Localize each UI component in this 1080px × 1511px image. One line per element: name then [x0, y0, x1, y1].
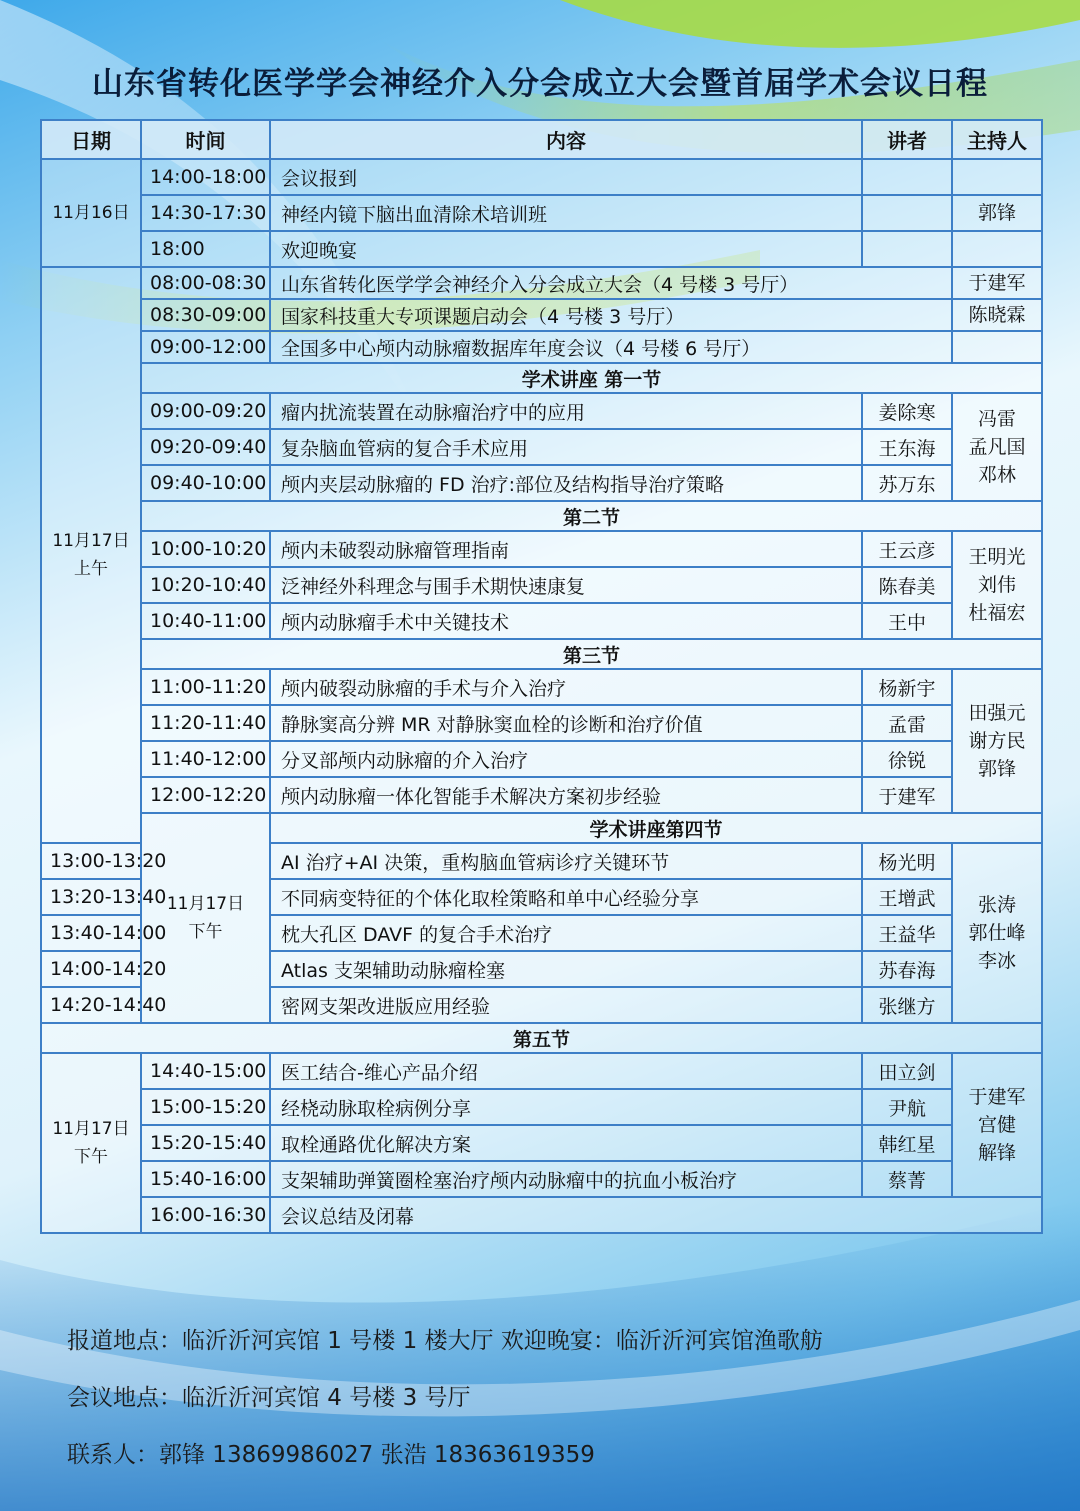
- content-cell: 神经内镜下脑出血清除术培训班: [270, 195, 862, 231]
- host-cell: [952, 1053, 1042, 1197]
- time-cell: 10:00-10:20: [141, 531, 270, 567]
- time-cell: 14:30-17:30: [141, 195, 270, 231]
- content-cell: 密网支架改进版应用经验: [270, 987, 862, 1023]
- host-name: 于建军: [968, 1086, 1026, 1108]
- time-cell: 11:20-11:40: [141, 705, 270, 741]
- time-cell: 11:00-11:20: [141, 669, 270, 705]
- content-cell: 支架辅助弹簧圈栓塞治疗颅内动脉瘤中的抗血小板治疗: [270, 1161, 862, 1197]
- host-name: 谢方民: [968, 730, 1026, 752]
- host-cell: 于建军: [952, 267, 1042, 299]
- content-cell: 取栓通路优化解决方案: [270, 1125, 862, 1161]
- section-row: [41, 639, 1042, 669]
- table-row: [41, 267, 1042, 299]
- host-cell: [952, 843, 1042, 1023]
- host-cell: [952, 393, 1042, 501]
- time-cell: 11:40-12:00: [141, 741, 270, 777]
- host-name: 王明光: [968, 546, 1026, 568]
- table-row: [41, 231, 1042, 267]
- host-name: 李冰: [977, 950, 1016, 972]
- header-time: 时间: [141, 120, 270, 159]
- period-line: 下午: [74, 1147, 108, 1167]
- content-cell: 颅内破裂动脉瘤的手术与介入治疗: [270, 669, 862, 705]
- date-cell: [41, 267, 141, 843]
- header-host: 主持人: [952, 120, 1042, 159]
- section-row: [41, 813, 1042, 843]
- speaker-cell: 王益华: [862, 915, 952, 951]
- speaker-cell: 苏春海: [862, 951, 952, 987]
- content-cell: 全国多中心颅内动脉瘤数据库年度会议（4 号楼 6 号厅）: [270, 331, 952, 363]
- host-cell: [952, 531, 1042, 639]
- time-cell: 15:20-15:40: [141, 1125, 270, 1161]
- time-cell: 14:00-18:00: [141, 159, 270, 195]
- contact-line: 联系人：郭锋 13869986027 张浩 18363619359: [67, 1442, 595, 1468]
- content-cell: 复杂脑血管病的复合手术应用: [270, 429, 862, 465]
- meeting-venue-line: 会议地点：临沂沂河宾馆 4 号楼 3 号厅: [67, 1385, 471, 1411]
- content-cell: 泛神经外科理念与围手术期快速康复: [270, 567, 862, 603]
- schedule-table: [40, 119, 1043, 1234]
- header-speaker: 讲者: [862, 120, 952, 159]
- speaker-cell: 蔡菁: [862, 1161, 952, 1197]
- content-cell: 颅内动脉瘤手术中关键技术: [270, 603, 862, 639]
- host-name: 杜福宏: [968, 602, 1026, 624]
- content-cell: 国家科技重大专项课题启动会（4 号楼 3 号厅）: [270, 299, 952, 331]
- speaker-cell: 尹航: [862, 1089, 952, 1125]
- time-cell: 18:00: [141, 231, 270, 267]
- section-row: [41, 1023, 1042, 1053]
- time-cell: 09:00-09:20: [141, 393, 270, 429]
- speaker-cell: 徐锐: [862, 741, 952, 777]
- date-line: 11月17日: [52, 531, 130, 551]
- table-row: [41, 603, 1042, 639]
- table-row: [41, 1089, 1042, 1125]
- time-cell: 15:00-15:20: [141, 1089, 270, 1125]
- section-title: 第三节: [141, 639, 1042, 669]
- table-row: [41, 1125, 1042, 1161]
- period-line: 下午: [188, 922, 223, 942]
- time-cell: 09:40-10:00: [141, 465, 270, 501]
- speaker-cell: 王东海: [862, 429, 952, 465]
- table-row: [41, 393, 1042, 429]
- time-cell: 14:20-14:40: [41, 987, 141, 1023]
- host-name: 郭锋: [977, 758, 1016, 780]
- host-cell: 郭锋: [952, 195, 1042, 231]
- speaker-cell: 张继方: [862, 987, 952, 1023]
- speaker-cell: 姜除寒: [862, 393, 952, 429]
- speaker-cell: 王增武: [862, 879, 952, 915]
- table-row: [41, 1053, 1042, 1089]
- table-row: [41, 531, 1042, 567]
- date-line: 11月17日: [52, 1119, 130, 1139]
- header-date: 日期: [41, 120, 141, 159]
- section-row: [41, 501, 1042, 531]
- speaker-cell: 苏万东: [862, 465, 952, 501]
- table-row: [41, 1197, 1042, 1233]
- table-row: [41, 741, 1042, 777]
- time-cell: 14:40-15:00: [141, 1053, 270, 1089]
- time-cell: 10:40-11:00: [141, 603, 270, 639]
- time-cell: 08:30-09:00: [141, 299, 270, 331]
- table-row: [41, 705, 1042, 741]
- content-cell: 会议总结及闭幕: [270, 1197, 1042, 1233]
- date-cell: [41, 1053, 141, 1233]
- section-title: 第二节: [141, 501, 1042, 531]
- table-header-row: [41, 120, 1042, 159]
- host-name: 孟凡国: [968, 436, 1026, 458]
- host-name: 张涛: [977, 894, 1016, 916]
- host-name: 冯雷: [977, 408, 1016, 430]
- content-cell: AI 治疗+AI 决策，重构脑血管病诊疗关键环节: [270, 843, 862, 879]
- speaker-cell: [862, 231, 952, 267]
- content-cell: 山东省转化医学学会神经介入分会成立大会（4 号楼 3 号厅）: [270, 267, 952, 299]
- speaker-cell: 陈春美: [862, 567, 952, 603]
- time-cell: 09:00-12:00: [141, 331, 270, 363]
- page-title: 山东省转化医学学会神经介入分会成立大会暨首届学术会议日程: [92, 66, 988, 102]
- section-title: 学术讲座 第一节: [141, 363, 1042, 393]
- content-cell: 颅内夹层动脉瘤的 FD 治疗:部位及结构指导治疗策略: [270, 465, 862, 501]
- content-cell: 枕大孔区 DAVF 的复合手术治疗: [270, 915, 862, 951]
- header-content: 内容: [270, 120, 862, 159]
- time-cell: 10:20-10:40: [141, 567, 270, 603]
- content-cell: 不同病变特征的个体化取栓策略和单中心经验分享: [270, 879, 862, 915]
- host-name: 郭仕峰: [968, 922, 1026, 944]
- time-cell: 13:20-13:40: [41, 879, 141, 915]
- table-row: [41, 429, 1042, 465]
- content-cell: 经桡动脉取栓病例分享: [270, 1089, 862, 1125]
- speaker-cell: 王中: [862, 603, 952, 639]
- date-cell: [141, 813, 270, 1023]
- table-row: [41, 195, 1042, 231]
- speaker-cell: 杨新宇: [862, 669, 952, 705]
- time-cell: 14:00-14:20: [41, 951, 141, 987]
- content-cell: 欢迎晚宴: [270, 231, 862, 267]
- speaker-cell: 杨光明: [862, 843, 952, 879]
- table-row: [41, 567, 1042, 603]
- host-cell: [952, 331, 1042, 363]
- speaker-cell: 于建军: [862, 777, 952, 813]
- date-cell: 11月16日: [41, 159, 141, 267]
- content-cell: 静脉窦高分辨 MR 对静脉窦血栓的诊断和治疗价值: [270, 705, 862, 741]
- time-cell: 08:00-08:30: [141, 267, 270, 299]
- host-name: 解锋: [977, 1142, 1016, 1164]
- time-cell: 16:00-16:30: [141, 1197, 270, 1233]
- table-row: [41, 331, 1042, 363]
- period-line: 上午: [74, 559, 108, 579]
- table-row: [41, 669, 1042, 705]
- section-row: [41, 363, 1042, 393]
- time-cell: 13:40-14:00: [41, 915, 141, 951]
- time-cell: 09:20-09:40: [141, 429, 270, 465]
- section-title: 第五节: [41, 1023, 1042, 1053]
- speaker-cell: [862, 195, 952, 231]
- registration-venue-line: 报道地点：临沂沂河宾馆 1 号楼 1 楼大厅 欢迎晚宴：临沂沂河宾馆渔歌舫: [67, 1328, 823, 1354]
- table-row: [41, 777, 1042, 813]
- content-cell: 医工结合-维心产品介绍: [270, 1053, 862, 1089]
- host-name: 宫健: [977, 1114, 1016, 1136]
- content-cell: 分叉部颅内动脉瘤的介入治疗: [270, 741, 862, 777]
- speaker-cell: 田立剑: [862, 1053, 952, 1089]
- table-row: [41, 1161, 1042, 1197]
- content-cell: Atlas 支架辅助动脉瘤栓塞: [270, 951, 862, 987]
- section-title: 学术讲座第四节: [270, 813, 1042, 843]
- host-name: 邓林: [977, 464, 1016, 486]
- time-cell: 12:00-12:20: [141, 777, 270, 813]
- content-cell: 瘤内扰流装置在动脉瘤治疗中的应用: [270, 393, 862, 429]
- time-cell: 13:00-13:20: [41, 843, 141, 879]
- table-row: [41, 159, 1042, 195]
- content-cell: 会议报到: [270, 159, 862, 195]
- host-name: 田强元: [968, 702, 1026, 724]
- table-row: [41, 299, 1042, 331]
- time-cell: 15:40-16:00: [141, 1161, 270, 1197]
- table-row: [41, 465, 1042, 501]
- speaker-cell: 孟雷: [862, 705, 952, 741]
- host-cell: 陈晓霖: [952, 299, 1042, 331]
- speaker-cell: 王云彦: [862, 531, 952, 567]
- host-cell: [952, 669, 1042, 813]
- host-cell: [952, 159, 1042, 195]
- content-cell: 颅内动脉瘤一体化智能手术解决方案初步经验: [270, 777, 862, 813]
- speaker-cell: 韩红星: [862, 1125, 952, 1161]
- host-cell: [952, 231, 1042, 267]
- speaker-cell: [862, 159, 952, 195]
- date-line: 11月17日: [166, 894, 245, 914]
- host-name: 刘伟: [977, 574, 1016, 596]
- content-cell: 颅内未破裂动脉瘤管理指南: [270, 531, 862, 567]
